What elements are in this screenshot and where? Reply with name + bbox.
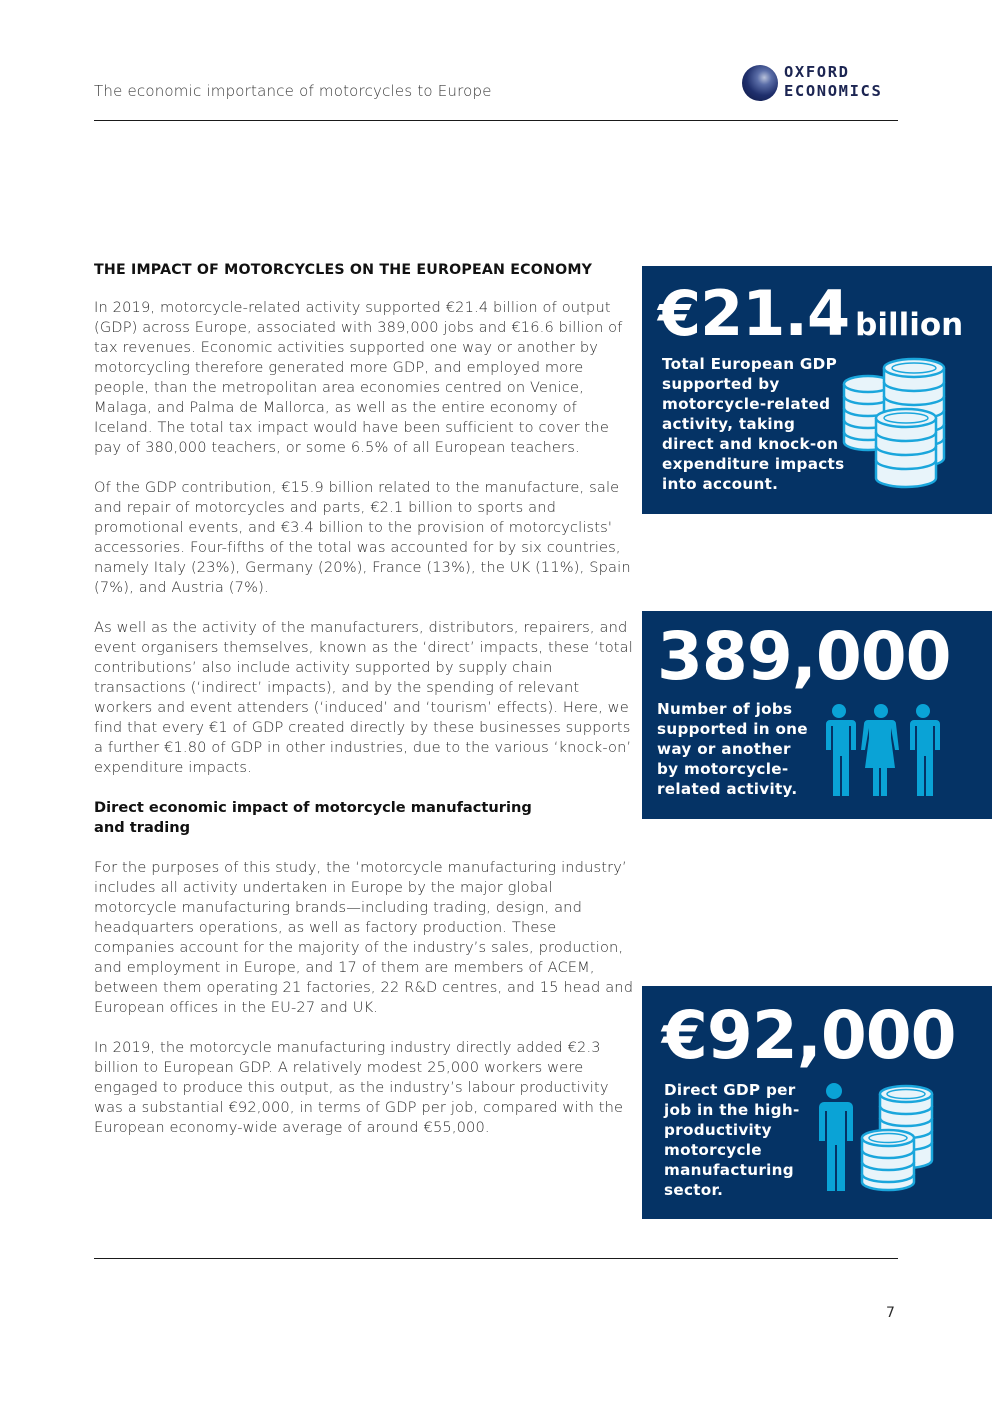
subheading: Direct economic impact of motorcycle manufacturing and trading: [94, 799, 532, 836]
document-header-title: The economic importance of motorcycles to Europe: [94, 82, 492, 100]
callout-unit: billion: [855, 307, 964, 343]
callout-gdp: [642, 266, 992, 514]
paragraph: For the purposes of this study, the ‘motorcycle manufacturing industry’ includes all activity undertaken in Europe by the major global motorcycle manufacturing brands—including trading, design, and headquarters operations, as well as factory production. These companies account for the majority of the industry’s sales, production, and employment in Europe, and 17 of them are members of ACEM, between them operating 21 factories, 22 R&D centres, and 15 head and European offices in the EU-27 and UK.: [94, 859, 634, 1016]
paragraph: In 2019, the motorcycle manufacturing industry directly added €2.3 billion to European GDP. A relatively modest 25,000 workers were engaged to produce this output, as the industry’s labour productivity was a substantial €92,000, in terms of GDP per job, compared with the European economy-wide average of around €55,000.: [94, 1039, 624, 1136]
callout-description: Direct GDP per job in the high-productivity motorcycle manufacturing sector.: [664, 1081, 800, 1199]
globe-logo-icon: [742, 65, 778, 101]
callout-description: Number of jobs supported in one way or another by motorcycle-related activity.: [657, 700, 808, 798]
callout-value: 389,000: [657, 618, 951, 695]
logo-line-1: OXFORD: [784, 63, 850, 81]
page-number: 7: [886, 1305, 895, 1321]
logo-line-2: ECONOMICS: [784, 82, 883, 100]
paragraph: Of the GDP contribution, €15.9 billion related to the manufacture, sale and repair of motorcycles and parts, €2.1 billion to sports and promotional events, and €3.4 billion to the provision of motorcyclists' accessories. Four-fifths of the total was accounted for by six countries, namely Italy (23%), Germany (20%), France (13%), the UK (11%), Spain (7%), and Austria (7%).: [94, 479, 631, 596]
section-heading: THE IMPACT OF MOTORCYCLES ON THE EUROPEAN ECONOMY: [94, 262, 593, 278]
callout-jobs: [642, 611, 992, 819]
callout-value: €92,000: [662, 997, 956, 1074]
paragraph: In 2019, motorcycle-related activity supported €21.4 billion of output (GDP) across Europe, associated with 389,000 jobs and €16.6 billion of tax revenues. Economic activities supported one way or another by motorcycling therefore generated more GDP, and employed more people, than the metropolitan area economies centred on Venice, Malaga, and Palma de Mallorca, as well as the entire economy of Iceland. The total tax impact would have been sufficient to cover the pay of 380,000 teachers, or some 6.5% of all European teachers.: [94, 299, 623, 456]
callout-description: Total European GDP supported by motorcycle-related activity, taking direct and knock-on expenditure impacts into account.: [662, 355, 845, 493]
callout-gdp-per-job: [642, 986, 992, 1219]
paragraph: As well as the activity of the manufacturers, distributors, repairers, and event organisers themselves, known as the ‘direct’ impacts, these ‘total contributions’ also include activity supported by supply chain transactions (‘indirect’ impacts), and by the spending of relevant workers and event attenders (‘induced’ and ‘tourism’ effects). Here, we find that every €1 of GDP created directly by these businesses supports a further €1.80 of GDP in other industries, due to the various ‘knock-on’ expenditure impacts.: [94, 619, 633, 776]
person-with-coins-icon: [814, 1082, 939, 1194]
logo-wordmark: [784, 63, 882, 101]
coin-stacks-icon: [842, 354, 957, 494]
oxford-economics-logo: [742, 62, 902, 102]
footer-divider: [94, 1258, 898, 1259]
callout-value: €21.4 billion: [658, 277, 964, 350]
three-people-icon: [820, 703, 945, 798]
main-text-column: [94, 262, 634, 1158]
header-divider: [94, 120, 898, 121]
